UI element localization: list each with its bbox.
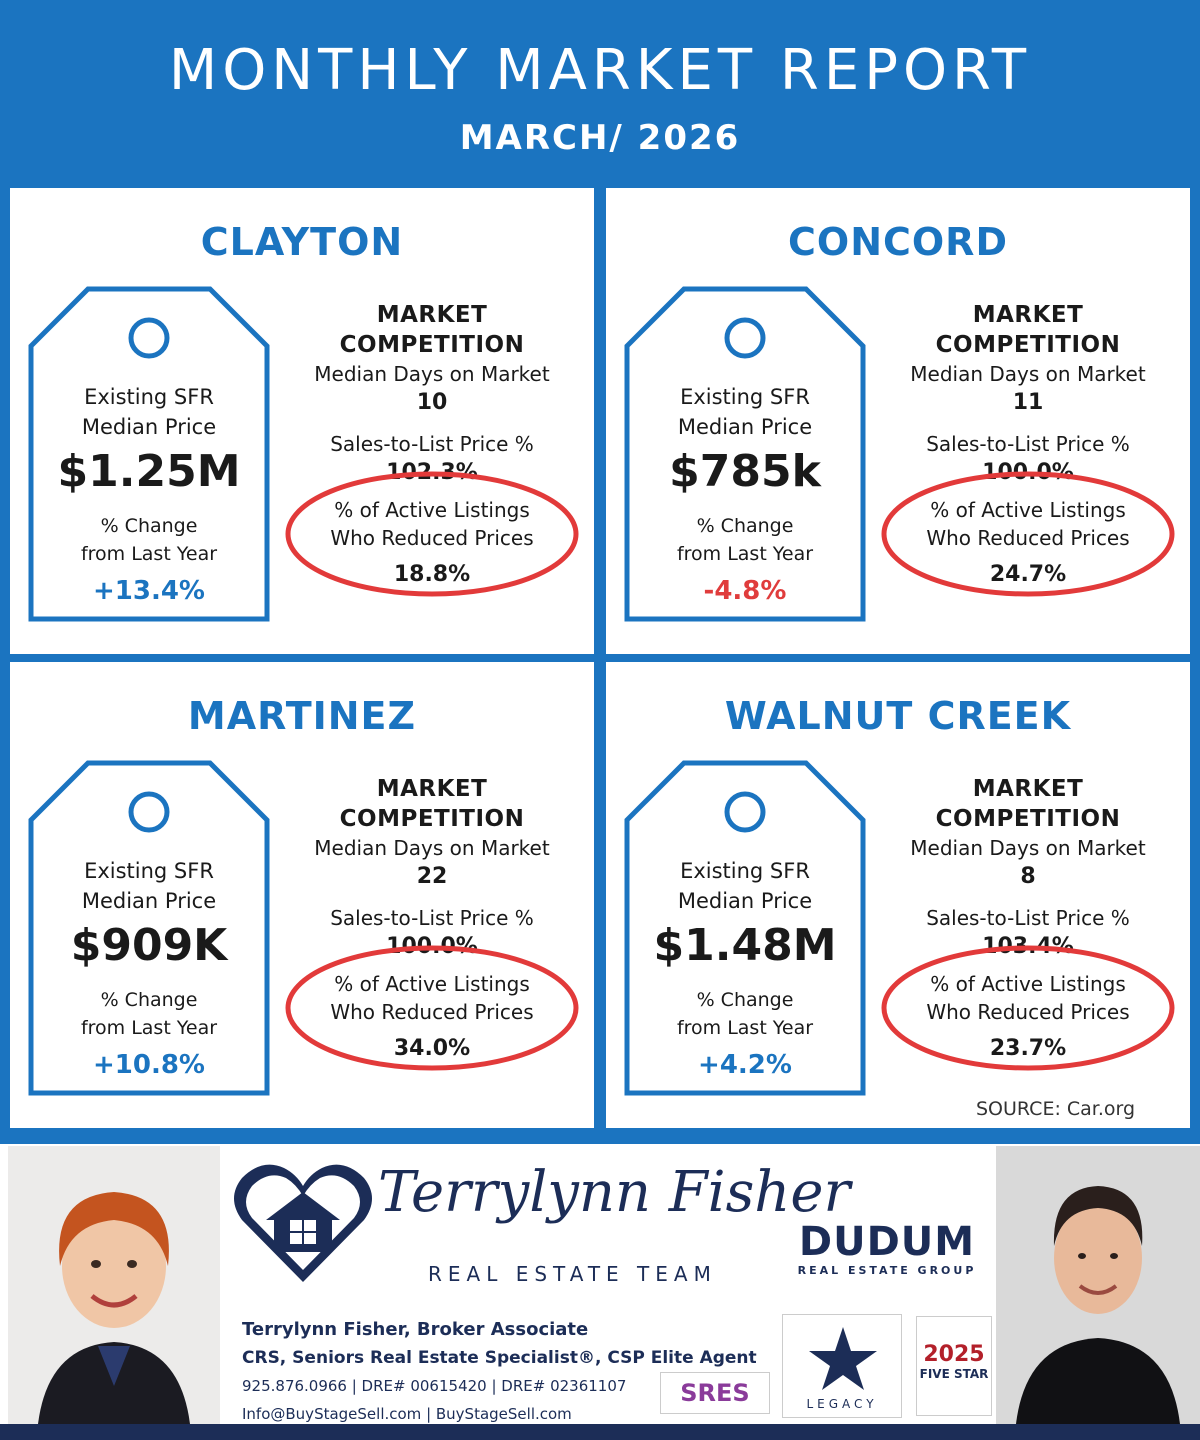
sfr-label-line1: Existing SFR [84, 385, 214, 409]
days-on-market-value: 8 [1020, 864, 1036, 889]
market-competition [872, 300, 1184, 592]
median-price-value: $1.25M [57, 446, 241, 497]
legacy-badge-text: LEGACY [806, 1397, 878, 1411]
change-label [624, 512, 866, 568]
market-competition [276, 300, 588, 592]
change-value: +10.8% [93, 1050, 205, 1080]
competition-title-line1: MARKET [376, 302, 488, 328]
five-star-badge [916, 1316, 992, 1416]
reduced-prices-label-line2: Who Reduced Prices [330, 1000, 534, 1024]
reduced-prices-label-line1: % of Active Listings [930, 498, 1126, 522]
change-label-line2: from Last Year [676, 1017, 814, 1039]
agent-photo-right [996, 1146, 1200, 1424]
sales-to-list-label: Sales-to-List Price % [330, 906, 534, 930]
change-value: +13.4% [93, 576, 205, 606]
agent-phone-license: 925.876.0966 | DRE# 00615420 | DRE# 02361107 [242, 1377, 627, 1395]
change-value: -4.8% [703, 576, 787, 606]
sfr-label-line2: Median Price [677, 415, 813, 439]
sales-to-list-value: 103.4% [982, 934, 1074, 959]
change-label [28, 986, 270, 1042]
price-tag [28, 760, 270, 1096]
agent-portrait-image [8, 1146, 220, 1424]
sres-badge [660, 1372, 770, 1414]
sfr-label-line2: Median Price [677, 889, 813, 913]
report-title: MONTHLY MARKET REPORT [168, 38, 1032, 103]
reduced-prices-block [872, 496, 1184, 592]
reduced-prices-label-line1: % of Active Listings [930, 972, 1126, 996]
reduced-prices-label-line1: % of Active Listings [334, 498, 530, 522]
competition-title-line1: MARKET [972, 776, 1084, 802]
days-on-market-value: 11 [1012, 390, 1044, 415]
city-panel-martinez [10, 662, 594, 1128]
sales-to-list-label: Sales-to-List Price % [926, 906, 1130, 930]
reduced-prices-label-line1: % of Active Listings [334, 972, 530, 996]
competition-title-line2: COMPETITION [339, 332, 525, 358]
sfr-label-line2: Median Price [81, 415, 217, 439]
city-name: MARTINEZ [187, 694, 417, 738]
sales-to-list-value: 100.0% [982, 460, 1074, 485]
reduced-prices-value: 24.7% [989, 562, 1067, 587]
change-label-line2: from Last Year [676, 543, 814, 565]
sales-to-list-value: 102.3% [386, 460, 478, 485]
median-price-label [624, 382, 866, 442]
reduced-prices-value: 23.7% [989, 1036, 1067, 1061]
city-panel-concord [606, 188, 1190, 654]
legacy-badge [782, 1314, 902, 1418]
change-label-line2: from Last Year [80, 1017, 218, 1039]
five-star-year: 2025 [923, 1342, 985, 1367]
competition-title-line1: MARKET [376, 776, 488, 802]
change-label-line1: % Change [100, 515, 198, 537]
sales-to-list-label: Sales-to-List Price % [926, 432, 1130, 456]
price-tag [624, 286, 866, 622]
competition-title-line2: COMPETITION [935, 806, 1121, 832]
report-header [0, 0, 1200, 178]
change-label-line1: % Change [100, 989, 198, 1011]
days-on-market-label: Median Days on Market [910, 362, 1146, 386]
agent-name-title: Terrylynn Fisher, Broker Associate [242, 1319, 589, 1340]
sfr-label-line1: Existing SFR [680, 385, 810, 409]
reduced-prices-label-line2: Who Reduced Prices [330, 526, 534, 550]
competition-title-line2: COMPETITION [935, 332, 1121, 358]
change-value: +4.2% [698, 1050, 792, 1080]
market-competition [872, 774, 1184, 1066]
median-price-label [28, 856, 270, 916]
city-grid [0, 178, 1200, 1138]
reduced-prices-block [276, 970, 588, 1066]
price-tag [28, 286, 270, 622]
median-price-label [28, 382, 270, 442]
days-on-market-label: Median Days on Market [314, 836, 550, 860]
competition-title-line1: MARKET [972, 302, 1084, 328]
city-name: CLAYTON [200, 220, 404, 264]
brokerage-name: DUDUM [798, 1219, 976, 1265]
city-panel-clayton [10, 188, 594, 654]
days-on-market-value: 22 [416, 864, 448, 889]
city-panel-walnut-creek [606, 662, 1190, 1128]
reduced-prices-label-line2: Who Reduced Prices [926, 1000, 1130, 1024]
median-price-value: $909K [70, 920, 228, 971]
change-label-line1: % Change [696, 989, 794, 1011]
sres-badge-text: SRES [680, 1379, 750, 1407]
sfr-label-line1: Existing SFR [84, 859, 214, 883]
days-on-market-value: 10 [416, 390, 448, 415]
reduced-prices-block [872, 970, 1184, 1066]
agent-email-website: Info@BuyStageSell.com | BuyStageSell.com [242, 1405, 572, 1423]
median-price-value: $785k [669, 446, 821, 497]
star-icon [783, 1315, 903, 1395]
sfr-label-line2: Median Price [81, 889, 217, 913]
price-tag [624, 760, 866, 1096]
source-note: SOURCE: Car.org [976, 1098, 1136, 1120]
report-date: MARCH/ 2026 [459, 118, 741, 158]
team-brand-name: Terrylynn Fisher [378, 1160, 851, 1225]
change-label [28, 512, 270, 568]
city-name: WALNUT CREEK [724, 694, 1072, 738]
agent-credentials: CRS, Seniors Real Estate Specialist®, CSP Elite Agent [242, 1348, 757, 1368]
footer-bottom-bar [0, 1424, 1200, 1440]
brokerage-subtitle: REAL ESTATE GROUP [797, 1264, 977, 1277]
team-brand-subtitle: REAL ESTATE TEAM [428, 1262, 717, 1286]
brokerage-logo [782, 1220, 992, 1277]
sfr-label-line1: Existing SFR [680, 859, 810, 883]
change-label-line2: from Last Year [80, 543, 218, 565]
median-price-value: $1.48M [653, 920, 837, 971]
five-star-text: FIVE STAR [919, 1367, 989, 1381]
reduced-prices-value: 18.8% [393, 562, 471, 587]
agent-photo-left [8, 1146, 220, 1424]
change-label-line1: % Change [696, 515, 794, 537]
change-label [624, 986, 866, 1042]
days-on-market-label: Median Days on Market [314, 362, 550, 386]
median-price-label [624, 856, 866, 916]
reduced-prices-block [276, 496, 588, 592]
competition-title-line2: COMPETITION [339, 806, 525, 832]
reduced-prices-value: 34.0% [393, 1036, 471, 1061]
heart-house-logo-icon [232, 1158, 374, 1286]
reduced-prices-label-line2: Who Reduced Prices [926, 526, 1130, 550]
days-on-market-label: Median Days on Market [910, 836, 1146, 860]
city-name: CONCORD [788, 220, 1008, 264]
market-competition [276, 774, 588, 1066]
sales-to-list-label: Sales-to-List Price % [330, 432, 534, 456]
sales-to-list-value: 100.0% [386, 934, 478, 959]
agent-portrait-image [996, 1146, 1200, 1424]
